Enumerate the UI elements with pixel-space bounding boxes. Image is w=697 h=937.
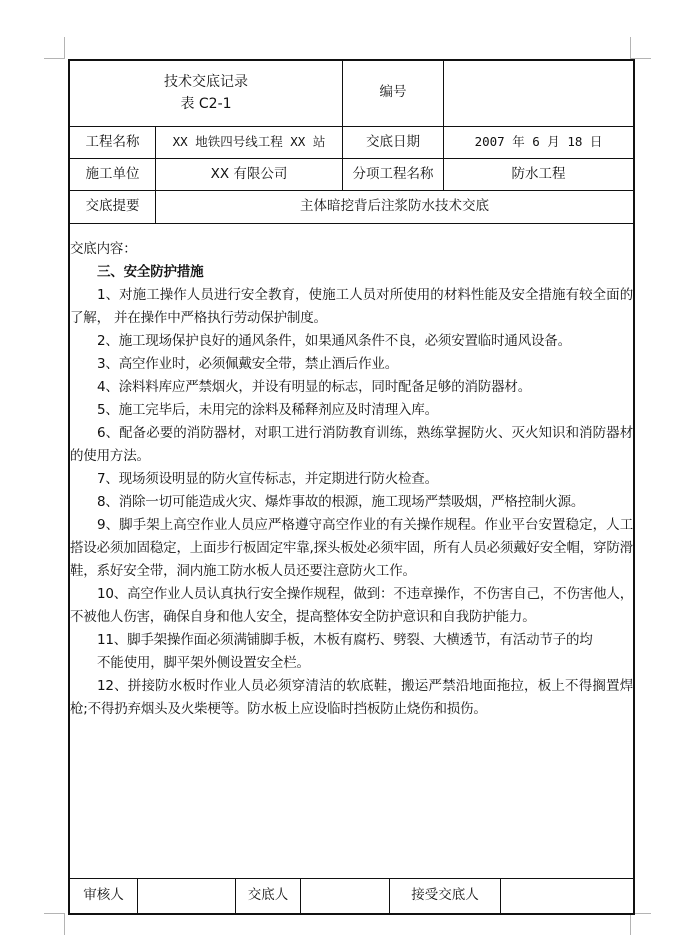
row-divider: [69, 223, 634, 224]
subproject-name-value: 防水工程: [511, 165, 566, 182]
content-item: 11、脚手架操作面必须满铺脚手板，木板有腐朽、劈裂、大横透节，有活动节子的均: [97, 632, 593, 648]
content-item: 4、涂料料库应严禁烟火，并设有明显的标志，同时配备足够的消防器材。: [97, 379, 531, 395]
content-item: 12、拼接防水板时作业人员必须穿清洁的软底鞋，搬运严禁沿地面拖拉，板上不得搁置焊枪;不得扔弃烟头及火柴梗等。防水板上应设临时挡板防止烧伤和损伤。: [70, 678, 633, 717]
reviewer-label: 审核人: [83, 887, 124, 904]
disclosure-date-value: 2007 年 6 月 18 日: [474, 134, 603, 150]
subproject-name-label: 分项工程名称: [352, 165, 434, 182]
content-item: 7、现场须设明显的防火宣传标志，并定期进行防火检查。: [97, 471, 438, 487]
crop-mark: [64, 37, 65, 59]
discloser-label: 交底人: [247, 887, 289, 904]
serial-number-value[interactable]: [444, 60, 633, 126]
content-item: 5、施工完毕后，未用完的涂料及稀释剂应及时清理入库。: [97, 402, 438, 418]
crop-mark: [630, 37, 631, 59]
form-title-block: [70, 60, 342, 126]
content-item-continuation: 不能使用，脚平架外侧设置安全栏。: [97, 655, 310, 671]
construction-unit-label: 施工单位: [85, 165, 140, 182]
content-item: 10、高空作业人员认真执行安全操作规程，做到：不违章操作，不伤害自己，不伤害他人，不被他人伤害，确保自身和他人安全，提高整体安全防护意识和自我防护能力。: [70, 586, 633, 625]
receiver-label: 接受交底人: [411, 887, 479, 904]
crop-mark: [630, 913, 631, 935]
form-title: 技术交底记录: [164, 74, 248, 90]
reviewer-signature[interactable]: [138, 879, 235, 913]
receiver-signature[interactable]: [501, 879, 633, 913]
crop-mark: [64, 913, 65, 935]
disclosure-content: [70, 238, 633, 721]
crop-mark: [44, 913, 65, 914]
content-intro: 交底内容：: [70, 241, 137, 257]
serial-number-label: 编号: [379, 84, 407, 101]
content-item: 9、脚手架上高空作业人员应严格遵守高空作业的有关操作规程。作业平台安置稳定，人工搭设必须加固稳定，上面步行板固定牢靠,探头板处必须牢固，所有人员必须戴好安全帽，穿防滑鞋，系好安全带，洞内施工防水板人员还要注意防火工作。: [70, 517, 633, 579]
content-item: 8、消除一切可能造成火灾、爆炸事故的根源，施工现场严禁吸烟，严格控制火源。: [97, 494, 585, 510]
crop-mark: [44, 58, 65, 59]
project-name-value: XX 地铁四号线工程 XX 站: [172, 134, 326, 150]
project-name-label: 工程名称: [85, 133, 140, 150]
content-item: 2、施工现场保护良好的通风条件，如果通风条件不良，必须安置临时通风设备。: [97, 333, 571, 349]
content-item: 6、配备必要的消防器材，对职工进行消防教育训练，熟练掌握防火、灭火知识和消防器材的使用方法。: [70, 425, 633, 464]
form-number: 表 C2-1: [180, 96, 232, 112]
section-title: 三、安全防护措施: [97, 264, 204, 280]
content-item: 1、对施工操作人员进行安全教育，使施工人员对所使用的材料性能及安全措施有较全面的了解， 并在操作中严格执行劳动保护制度。: [70, 287, 633, 326]
content-item: 3、高空作业时，必须佩戴安全带，禁止酒后作业。: [97, 356, 398, 372]
disclosure-date-label: 交底日期: [366, 133, 420, 150]
summary-label: 交底提要: [85, 198, 140, 215]
discloser-signature[interactable]: [301, 879, 389, 913]
summary-value: 主体暗挖背后注浆防水技术交底: [300, 198, 489, 215]
construction-unit-value: XX 有限公司: [210, 165, 288, 182]
